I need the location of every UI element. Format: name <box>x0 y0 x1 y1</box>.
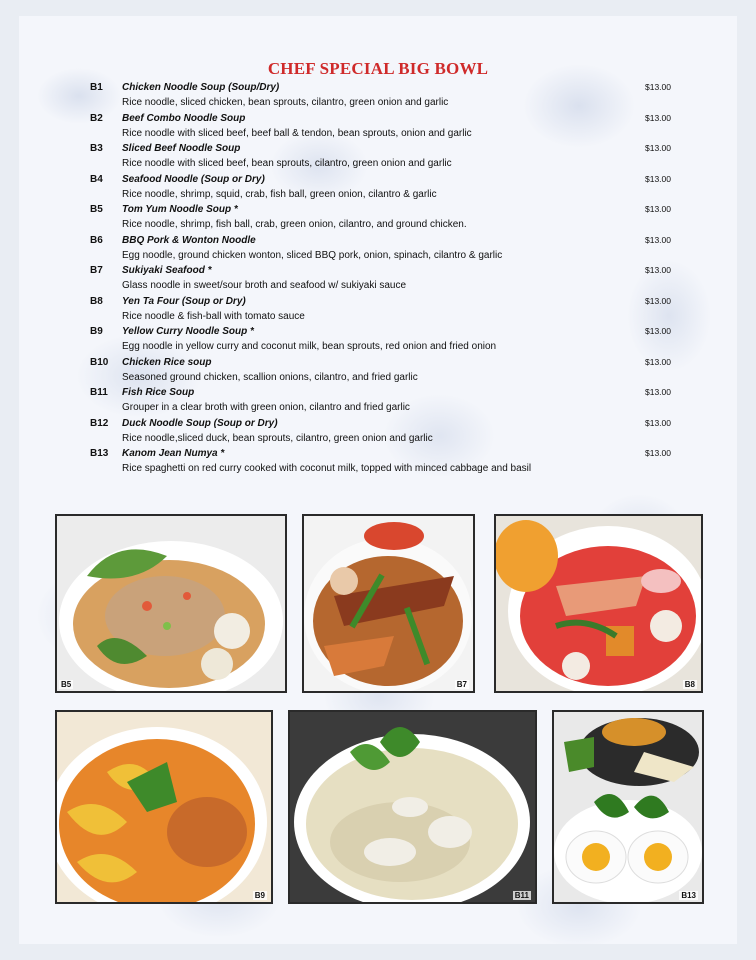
item-name: Yen Ta Four (Soup or Dry) <box>122 295 246 307</box>
menu-item <box>0 204 756 234</box>
tom-yum-noodle-image <box>57 516 285 691</box>
item-code: B9 <box>90 326 103 337</box>
menu-item <box>0 326 756 356</box>
menu-item <box>0 387 756 417</box>
menu-item <box>0 357 756 387</box>
item-name: Tom Yum Noodle Soup * <box>122 204 238 215</box>
item-name: Sukiyaki Seafood * <box>122 265 212 276</box>
photo-b7 <box>302 514 475 693</box>
item-name: Sliced Beef Noodle Soup <box>122 143 241 154</box>
photo-b11 <box>288 710 537 904</box>
kanom-jean-numya-image <box>554 712 702 902</box>
item-name: BBQ Pork & Wonton Noodle <box>122 234 256 246</box>
item-description: Rice spaghetti on red curry cooked with coconut milk, topped with minced cabbage and basil <box>122 463 532 474</box>
item-code: B4 <box>90 173 103 185</box>
item-price: $13.00 <box>645 234 671 245</box>
item-code: B7 <box>90 265 103 276</box>
yen-ta-four-image <box>496 516 701 691</box>
item-description: Rice noodle,sliced duck, bean sprouts, cilantro, green onion and garlic <box>122 432 433 444</box>
menu-item <box>0 235 756 265</box>
photo-caption: B8 <box>684 680 695 689</box>
item-description: Glass noodle in sweet/sour broth and seafood w/ sukiyaki sauce <box>122 280 407 291</box>
item-description: Rice noodle, sliced chicken, bean sprouts, cilantro, green onion and garlic <box>122 97 449 108</box>
item-price: $13.00 <box>645 112 671 123</box>
menu-item <box>0 418 756 448</box>
fish-rice-soup-image <box>290 712 535 902</box>
menu-item <box>0 174 756 204</box>
item-code: B13 <box>90 448 109 459</box>
item-price: $13.00 <box>645 143 671 153</box>
item-code: B12 <box>90 417 109 429</box>
item-description: Rice noodle & fish-ball with tomato sauce <box>122 310 305 322</box>
menu-item <box>0 448 756 478</box>
item-price: $13.00 <box>645 295 671 306</box>
item-price: $13.00 <box>645 356 671 367</box>
item-code: B1 <box>90 82 103 93</box>
photo-b13 <box>552 710 704 904</box>
item-description: Seasoned ground chicken, scallion onions, cilantro, and fried garlic <box>122 371 418 383</box>
item-name: Chicken Noodle Soup (Soup/Dry) <box>122 82 280 93</box>
sukiyaki-seafood-image <box>304 516 473 691</box>
item-name: Yellow Curry Noodle Soup * <box>122 326 254 337</box>
photo-caption: B13 <box>681 891 696 900</box>
photo-caption: B9 <box>254 891 265 900</box>
item-code: B2 <box>90 112 103 124</box>
item-description: Rice noodle with sliced beef, beef ball & tendon, bean sprouts, onion and garlic <box>122 127 472 139</box>
item-description: Rice noodle, shrimp, squid, crab, fish ball, green onion, cilantro & garlic <box>122 188 437 200</box>
item-price: $13.00 <box>645 448 671 458</box>
item-price: $13.00 <box>645 265 671 275</box>
photo-caption: B11 <box>514 891 529 900</box>
item-code: B6 <box>90 234 103 246</box>
yellow-curry-noodle-image <box>57 712 271 902</box>
item-price: $13.00 <box>645 173 671 184</box>
item-price: $13.00 <box>645 417 671 428</box>
item-description: Rice noodle with sliced beef, bean sprouts, cilantro, green onion and garlic <box>122 158 452 169</box>
photo-b8 <box>494 514 703 693</box>
item-name: Seafood Noodle (Soup or Dry) <box>122 173 265 185</box>
item-description: Grouper in a clear broth with green onion, cilantro and fried garlic <box>122 402 410 413</box>
item-description: Egg noodle, ground chicken wonton, sliced BBQ pork, onion, spinach, cilantro & garlic <box>122 249 503 261</box>
menu-item <box>0 143 756 173</box>
item-description: Egg noodle in yellow curry and coconut milk, bean sprouts, red onion and fried onion <box>122 341 497 352</box>
menu-item <box>0 265 756 295</box>
menu-item <box>0 296 756 326</box>
menu-item <box>0 82 756 112</box>
item-name: Kanom Jean Numya * <box>122 448 225 459</box>
photo-b9 <box>55 710 273 904</box>
item-code: B11 <box>90 387 108 398</box>
item-description: Rice noodle, shrimp, fish ball, crab, green onion, cilantro, and ground chicken. <box>122 219 467 230</box>
photo-b5 <box>55 514 287 693</box>
item-price: $13.00 <box>645 326 671 336</box>
item-name: Duck Noodle Soup (Soup or Dry) <box>122 417 278 429</box>
item-price: $13.00 <box>645 82 671 92</box>
item-code: B8 <box>90 295 103 307</box>
item-name: Fish Rice Soup <box>122 387 195 398</box>
item-code: B3 <box>90 143 103 154</box>
menu-title: CHEF SPECIAL BIG BOWL <box>267 59 489 78</box>
photo-caption: B7 <box>456 680 467 689</box>
item-name: Beef Combo Noodle Soup <box>122 112 246 124</box>
item-price: $13.00 <box>645 387 671 397</box>
menu-item <box>0 113 756 143</box>
item-name: Chicken Rice soup <box>122 356 212 368</box>
item-price: $13.00 <box>645 204 671 214</box>
item-code: B5 <box>90 204 103 215</box>
photo-caption: B5 <box>61 680 72 689</box>
item-code: B10 <box>90 356 109 368</box>
